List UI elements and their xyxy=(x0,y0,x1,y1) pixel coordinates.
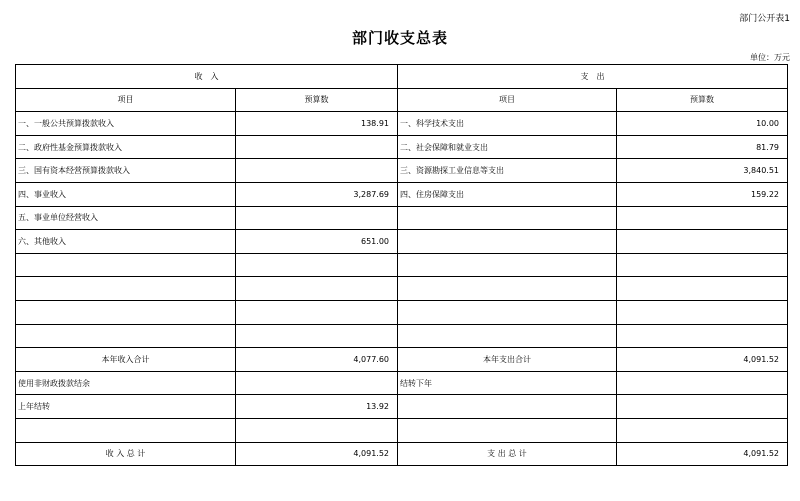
income-budget-header: 预算数 xyxy=(236,88,398,112)
income-value xyxy=(236,135,398,159)
expense-item xyxy=(398,395,617,419)
expense-value xyxy=(617,253,788,277)
grand-total-row xyxy=(16,442,788,466)
table-row xyxy=(16,206,788,230)
expense-value xyxy=(617,230,788,254)
income-item-header: 项目 xyxy=(16,88,236,112)
income-item: 四、事业收入 xyxy=(16,182,236,206)
expense-total-label: 支 出 总 计 xyxy=(398,442,617,466)
expense-item: 结转下年 xyxy=(398,371,617,395)
table-row xyxy=(16,253,788,277)
budget-summary-table xyxy=(15,64,788,466)
income-value: 3,287.69 xyxy=(236,182,398,206)
income-subtotal-value: 4,077.60 xyxy=(236,348,398,372)
table-row xyxy=(16,324,788,348)
table-row xyxy=(16,371,788,395)
income-value xyxy=(236,159,398,183)
expense-item: 一、科学技术支出 xyxy=(398,112,617,136)
income-value xyxy=(236,277,398,301)
table-row xyxy=(16,395,788,419)
expense-value xyxy=(617,300,788,324)
income-subtotal-label: 本年收入合计 xyxy=(16,348,236,372)
income-value: 13.92 xyxy=(236,395,398,419)
expense-section-header: 支 出 xyxy=(398,65,788,89)
income-value xyxy=(236,324,398,348)
page-title: 部门收支总表 xyxy=(351,29,448,47)
income-value xyxy=(236,418,398,442)
table-row xyxy=(16,135,788,159)
expense-item-header: 项目 xyxy=(398,88,617,112)
income-item: 使用非财政拨款结余 xyxy=(16,371,236,395)
form-number: 部门公开表1 xyxy=(739,14,790,24)
unit-label: 单位：万元 xyxy=(750,53,790,62)
income-item: 五、事业单位经营收入 xyxy=(16,206,236,230)
expense-subtotal-value: 4,091.52 xyxy=(617,348,788,372)
income-value xyxy=(236,206,398,230)
expense-item xyxy=(398,253,617,277)
expense-value xyxy=(617,206,788,230)
expense-item: 三、资源勘探工业信息等支出 xyxy=(398,159,617,183)
table-row xyxy=(16,182,788,206)
expense-value xyxy=(617,371,788,395)
income-item xyxy=(16,300,236,324)
income-item xyxy=(16,253,236,277)
income-item xyxy=(16,418,236,442)
expense-item xyxy=(398,418,617,442)
expense-value xyxy=(617,324,788,348)
expense-value xyxy=(617,395,788,419)
table-row xyxy=(16,277,788,301)
expense-item xyxy=(398,230,617,254)
expense-subtotal-label: 本年支出合计 xyxy=(398,348,617,372)
income-item: 六、其他收入 xyxy=(16,230,236,254)
income-value xyxy=(236,371,398,395)
expense-item xyxy=(398,324,617,348)
expense-budget-header: 预算数 xyxy=(617,88,788,112)
income-item xyxy=(16,277,236,301)
income-item: 三、国有资本经营预算拨款收入 xyxy=(16,159,236,183)
income-item: 一、一般公共预算拨款收入 xyxy=(16,112,236,136)
income-value: 138.91 xyxy=(236,112,398,136)
income-item xyxy=(16,324,236,348)
expense-total-value: 4,091.52 xyxy=(617,442,788,466)
expense-item xyxy=(398,206,617,230)
table-row xyxy=(16,159,788,183)
column-header-row xyxy=(16,88,788,112)
expense-item: 四、住房保障支出 xyxy=(398,182,617,206)
income-total-label: 收 入 总 计 xyxy=(16,442,236,466)
expense-item xyxy=(398,300,617,324)
expense-value: 81.79 xyxy=(617,135,788,159)
expense-value: 159.22 xyxy=(617,182,788,206)
expense-item xyxy=(398,277,617,301)
expense-value: 10.00 xyxy=(617,112,788,136)
income-section-header: 收 入 xyxy=(16,65,398,89)
expense-value xyxy=(617,277,788,301)
table-row xyxy=(16,418,788,442)
expense-value: 3,840.51 xyxy=(617,159,788,183)
section-header-row xyxy=(16,65,788,89)
income-value xyxy=(236,300,398,324)
income-item: 上年结转 xyxy=(16,395,236,419)
subtotal-row xyxy=(16,348,788,372)
table-row xyxy=(16,300,788,324)
table-row xyxy=(16,112,788,136)
income-total-value: 4,091.52 xyxy=(236,442,398,466)
income-value xyxy=(236,253,398,277)
table-row xyxy=(16,230,788,254)
income-item: 二、政府性基金预算拨款收入 xyxy=(16,135,236,159)
expense-item: 二、社会保障和就业支出 xyxy=(398,135,617,159)
expense-value xyxy=(617,418,788,442)
income-value: 651.00 xyxy=(236,230,398,254)
